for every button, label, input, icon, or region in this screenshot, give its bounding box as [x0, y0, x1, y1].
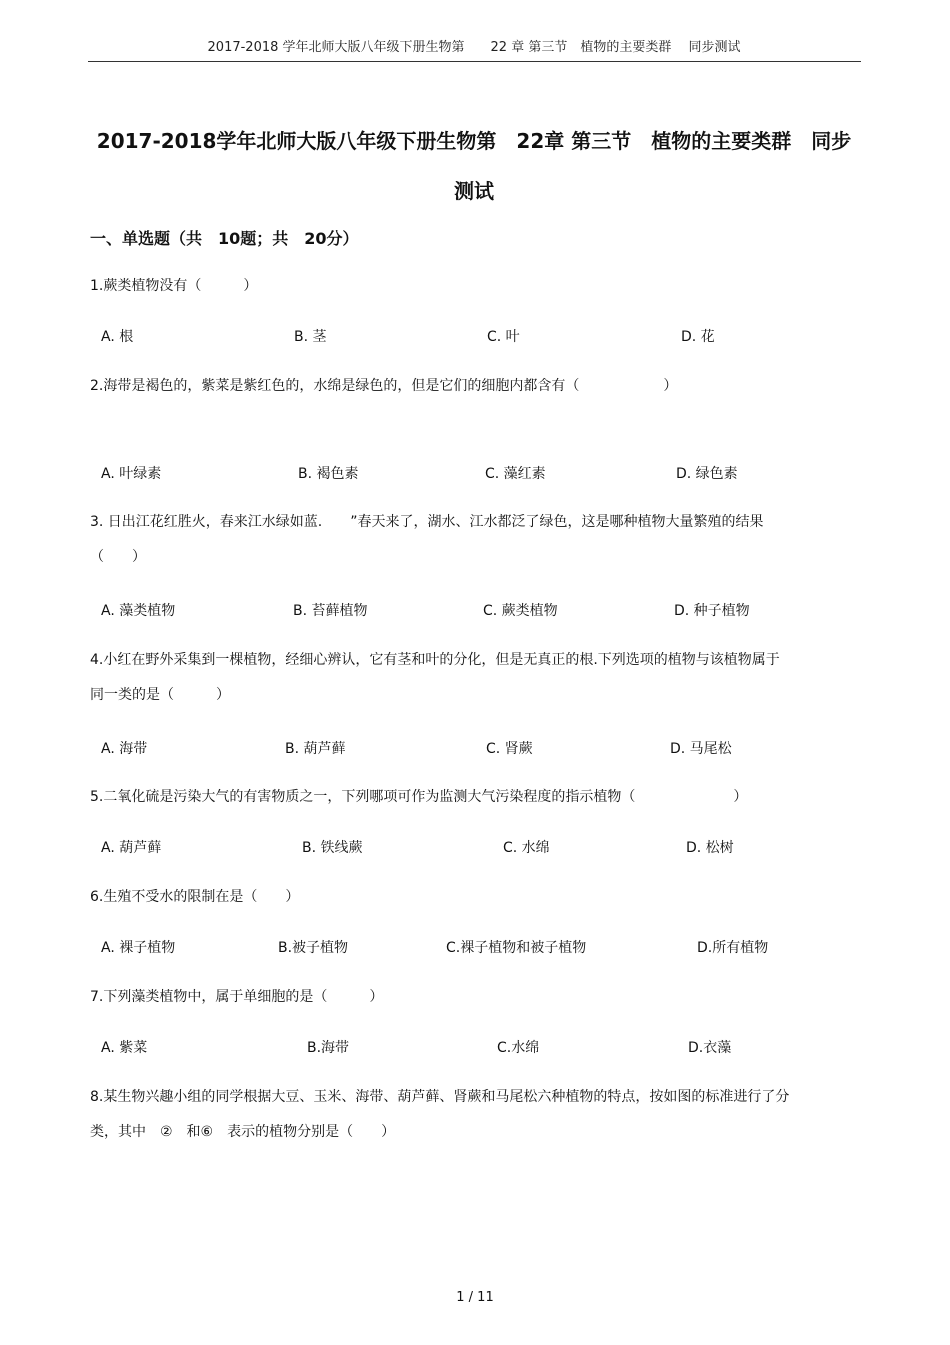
question-3-options: [0, 600, 950, 622]
option-d[interactable]: D. 绿色素: [676, 466, 738, 482]
question-4-options: [0, 738, 950, 760]
option-c[interactable]: C. 藻红素: [485, 466, 546, 482]
option-c[interactable]: C. 叶: [487, 329, 520, 345]
option-a[interactable]: A. 裸子植物: [101, 940, 176, 956]
option-c[interactable]: C. 肾蕨: [486, 741, 533, 757]
option-c[interactable]: C.水绵: [497, 1040, 540, 1056]
option-b[interactable]: B. 葫芦藓: [285, 741, 346, 757]
option-c[interactable]: C. 蕨类植物: [483, 603, 558, 619]
option-a[interactable]: A. 葫芦藓: [101, 840, 162, 856]
option-b[interactable]: B. 苔藓植物: [293, 603, 368, 619]
document-title: [88, 116, 860, 216]
option-d[interactable]: D.所有植物: [697, 940, 769, 956]
option-d[interactable]: D. 马尾松: [670, 741, 732, 757]
question-5-options: [0, 837, 950, 859]
question-2-text: 2.海带是褐色的，紫菜是紫红色的，水绵是绿色的，但是它们的细胞内都含有（ ）: [90, 378, 678, 394]
option-b[interactable]: B. 铁线蕨: [302, 840, 363, 856]
question-7-options: [0, 1037, 950, 1059]
option-b[interactable]: B.海带: [307, 1040, 350, 1056]
question-2-options: [0, 463, 950, 485]
question-3-text: 3. 日出江花红胜火，春来江水绿如蓝. ”春天来了，湖水、江水都泛了绿色，这是哪种植物大量繁殖的结果（ ）: [90, 514, 764, 565]
running-header: 2017-2018 学年北师大版八年级下册生物第 22 章 第三节 植物的主要类群 同步测试: [207, 40, 741, 55]
option-b[interactable]: B.被子植物: [278, 940, 349, 956]
option-b[interactable]: B. 褐色素: [298, 466, 359, 482]
page-number: 1 / 11: [456, 1290, 494, 1305]
option-c[interactable]: C. 水绵: [503, 840, 550, 856]
option-d[interactable]: D. 种子植物: [674, 603, 750, 619]
option-a[interactable]: A. 叶绿素: [101, 466, 162, 482]
title-line-2: 测试: [454, 179, 494, 203]
title-line-1: 2017-2018学年北师大版八年级下册生物第 22章 第三节 植物的主要类群 同步: [96, 129, 852, 153]
question-8-text: 8.某生物兴趣小组的同学根据大豆、玉米、海带、葫芦藓、肾蕨和马尾松六种植物的特点，按如图的标准进行了分类，其中 ② 和⑥ 表示的植物分别是（ ）: [90, 1089, 790, 1140]
question-7-text: 7.下列藻类植物中，属于单细胞的是（ ）: [90, 989, 384, 1005]
option-c[interactable]: C.裸子植物和被子植物: [446, 940, 587, 956]
option-a[interactable]: A. 根: [101, 329, 134, 345]
question-6-text: 6.生殖不受水的限制在是（ ）: [90, 889, 300, 905]
option-d[interactable]: D. 花: [681, 329, 715, 345]
option-d[interactable]: D.衣藻: [688, 1040, 732, 1056]
question-4-text: 4.小红在野外采集到一棵植物，经细心辨认，它有茎和叶的分化，但是无真正的根.下列选项的植物与该植物属于同一类的是（ ）: [90, 652, 780, 703]
option-a[interactable]: A. 藻类植物: [101, 603, 176, 619]
question-1-text: 1.蕨类植物没有（ ）: [90, 278, 258, 294]
question-6-options: [0, 937, 950, 959]
header-divider: [88, 61, 861, 62]
option-a[interactable]: A. 紫菜: [101, 1040, 148, 1056]
option-a[interactable]: A. 海带: [101, 741, 148, 757]
question-5-text: 5.二氧化硫是污染大气的有害物质之一，下列哪项可作为监测大气污染程度的指示植物（ ）: [90, 789, 748, 805]
section-heading: 一、单选题（共 10题；共 20分）: [90, 229, 359, 248]
question-1-options: [0, 326, 950, 348]
option-d[interactable]: D. 松树: [686, 840, 734, 856]
option-b[interactable]: B. 茎: [294, 329, 327, 345]
